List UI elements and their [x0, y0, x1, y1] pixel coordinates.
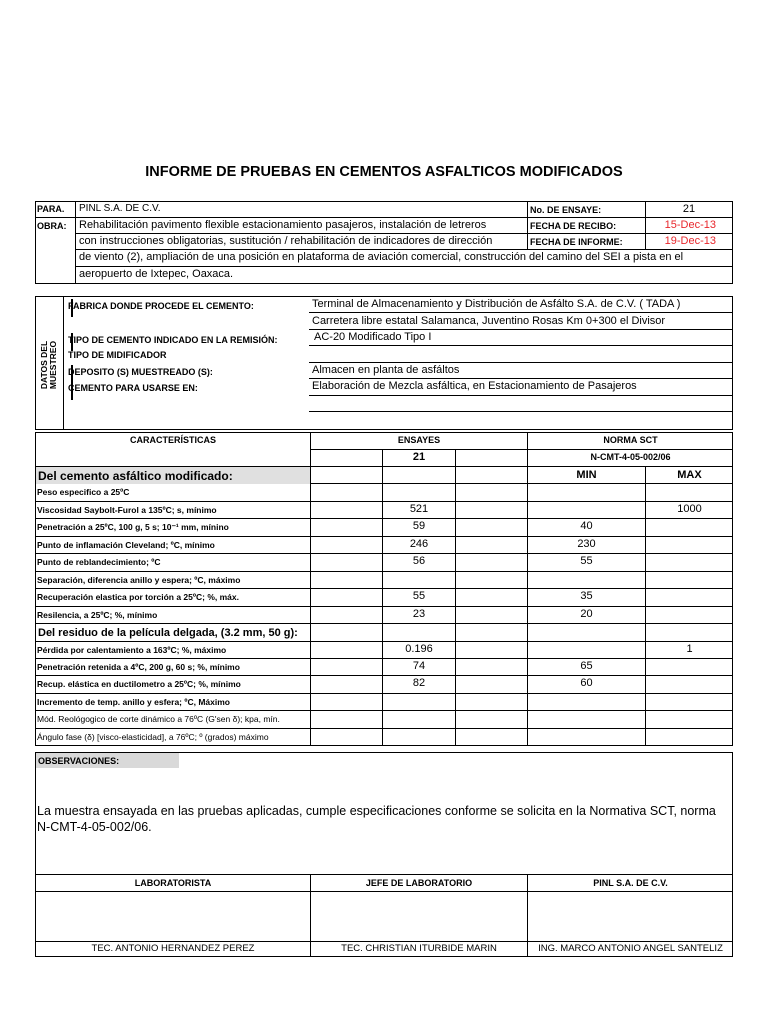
table-row-label: Penetración retenida a 4ºC, 200 g, 60 s; %, mínimo — [37, 661, 240, 672]
observaciones-text-2: N-CMT-4-05-002/06. — [37, 820, 152, 834]
obra-line-4: aeropuerto de Ixtepec, Oaxaca. — [79, 268, 234, 280]
table-cell-value: 74 — [412, 659, 426, 672]
observaciones-label: OBSERVACIONES: — [38, 756, 120, 766]
col-caracteristicas: CARACTERÍSTICAS — [129, 435, 216, 445]
table-cell-value: 55 — [412, 590, 426, 603]
obra-line-3: de viento (2), ampliación de una posición en plataforma de aviación comercial, construcción del camino del SEI a pista en el — [79, 251, 684, 263]
table-row-label: Penetración a 25ºC, 100 g, 5 s; 10⁻¹ mm, mínino — [37, 522, 229, 533]
table-row-label: Separación, diferencia anillo y espera; ºC, máximo — [37, 574, 241, 585]
cemento-uso-value: Elaboración de Mezcla asfáltica, en Estacionamiento de Pasajeros — [312, 380, 637, 392]
table-cell-value: 246 — [409, 537, 429, 550]
table-row-line — [35, 501, 733, 502]
obra-line-1: Rehabilitación pavimento flexible estacionamiento pasajeros, instalación de letreros — [79, 219, 487, 231]
observaciones-text-1: La muestra ensayada en las pruebas aplicadas, cumple especificaciones conforme se solicita en la Normativa SCT, norma — [37, 804, 716, 818]
table-cell-value: 59 — [412, 520, 426, 533]
table-row-line — [35, 728, 733, 729]
fabrica-label: FABRICA DONDE PROCEDE EL CEMENTO: — [68, 301, 254, 311]
max-header: MAX — [677, 469, 702, 481]
norma-code: N-CMT-4-05-002/06 — [590, 452, 671, 462]
table-cell-min: 40 — [580, 520, 593, 533]
fabrica-value: Terminal de Almacenamiento y Distribución de Asfálto S.A. de C.V. ( TADA ) — [312, 298, 681, 310]
pinl-name: ING. MARCO ANTONIO ANGEL SANTELIZ — [538, 943, 723, 954]
fecha-informe-value: 19-Dec-13 — [664, 235, 716, 247]
table-row-line — [35, 623, 733, 624]
fecha-recibo-label: FECHA DE RECIBO: — [530, 221, 617, 231]
table-row-label: Punto de reblandecimiento; ºC — [37, 557, 161, 568]
table-row-line — [35, 658, 733, 659]
table-row-line — [35, 710, 733, 711]
table-cell-min: 20 — [580, 607, 593, 620]
table-row-line — [35, 571, 733, 572]
table-row-label: Mód. Reológogico de corte dinámico a 76ºC (G'sen δ); kpa, mín. — [37, 714, 280, 725]
jefe-name: TEC. CHRISTIAN ITURBIDE MARIN — [341, 943, 497, 954]
table-cell-value: 521 — [409, 502, 429, 515]
obra-label: OBRA: — [37, 221, 67, 231]
table-row-label: Incremento de temp. anillo y esfera; ºC, Máximo — [37, 696, 230, 707]
pinl-title: PINL S.A. DE C.V. — [593, 878, 668, 888]
min-header: MIN — [576, 469, 597, 481]
para-label: PARA. — [37, 204, 65, 214]
table-row-line — [35, 536, 733, 537]
tipo-cemento-label: TIPO DE CEMENTO INDICADO EN LA REMISIÓN: — [68, 335, 278, 345]
table-cell-value: 23 — [412, 607, 426, 620]
table-row-label: Peso especifico a 25ºC — [37, 487, 130, 498]
fecha-recibo-value: 15-Dec-13 — [664, 219, 716, 231]
laboratorista-name: TEC. ANTONIO HERNANDEZ PEREZ — [91, 943, 255, 954]
section-2-title: Del residuo de la película delgada, (3.2 mm, 50 g): — [38, 627, 298, 639]
table-cell-value: 82 — [412, 677, 426, 690]
table-row-label: Ángulo fase (δ) [visco-elasticidad], a 76ºC; º (grados) máximo — [37, 731, 269, 742]
table-row-label: Recuperación elastica por torción a 25ºC; %, máx. — [37, 592, 239, 603]
no-ensaye-value: 21 — [682, 203, 696, 215]
table-row-line — [35, 641, 733, 642]
table-cell-min: 60 — [580, 677, 593, 690]
no-ensaye-label: No. DE ENSAYE: — [530, 205, 602, 215]
tipo-modificador-label: TIPO DE MIDIFICADOR — [68, 350, 167, 360]
col-ensayes: ENSAYES — [397, 435, 441, 445]
table-row-line — [35, 675, 733, 676]
table-row-label: Viscosidad Saybolt-Furol a 135ºC; s, mínimo — [37, 504, 217, 515]
obra-line-2: con instrucciones obligatorias, sustitución / rehabilitación de indicadores de dirección — [79, 235, 493, 247]
table-cell-max: 1 — [686, 642, 693, 655]
table-row-line — [35, 606, 733, 607]
jefe-title: JEFE DE LABORATORIO — [365, 878, 473, 888]
ensaye-number: 21 — [412, 451, 426, 463]
table-row-line — [35, 588, 733, 589]
fabrica-direccion: Carretera libre estatal Salamanca, Juventino Rosas Km 0+300 el Divisor — [312, 315, 666, 327]
fecha-informe-label: FECHA DE INFORME: — [530, 237, 623, 247]
table-row-line — [35, 518, 733, 519]
table-cell-max: 1000 — [677, 502, 702, 515]
section-1-title: Del cemento asfáltico modificado: — [38, 469, 233, 483]
table-cell-min: 55 — [580, 555, 593, 568]
table-cell-value: 0.196 — [405, 642, 433, 655]
table-row-label: Pérdida por calentamiento a 163ºC; %, máximo — [37, 644, 227, 655]
table-row-label: Punto de inflamación Cleveland; ºC, mínimo — [37, 539, 215, 550]
laboratorista-title: LABORATORISTA — [134, 878, 212, 888]
table-cell-value: 56 — [412, 555, 426, 568]
report-title: INFORME DE PRUEBAS EN CEMENTOS ASFALTICOS MODIFICADOS — [145, 164, 623, 180]
table-row-line — [35, 553, 733, 554]
cemento-uso-label: CEMENTO PARA USARSE EN: — [68, 383, 198, 393]
deposito-value: Almacen en planta de asfáltos — [312, 364, 460, 376]
table-cell-min: 65 — [580, 659, 593, 672]
tipo-cemento-value: AC-20 Modificado Tipo I — [314, 331, 432, 343]
table-row-label: Recup. elástica en ductilometro a 25ºC; %, mínimo — [37, 679, 241, 690]
table-row-label: Resilencia, a 25ºC; %, mínimo — [37, 609, 158, 620]
deposito-label: DEPOSITO (S) MUESTREADO (S): — [68, 367, 213, 377]
table-row-line — [35, 745, 733, 746]
para-value: PINL S.A. DE C.V. — [79, 203, 161, 214]
table-row-line — [35, 693, 733, 694]
col-norma: NORMA SCT — [603, 435, 658, 445]
muestreo-side-label: DATOS DEL MUESTREO — [39, 340, 59, 390]
table-cell-min: 35 — [580, 590, 593, 603]
table-cell-min: 230 — [577, 537, 596, 550]
